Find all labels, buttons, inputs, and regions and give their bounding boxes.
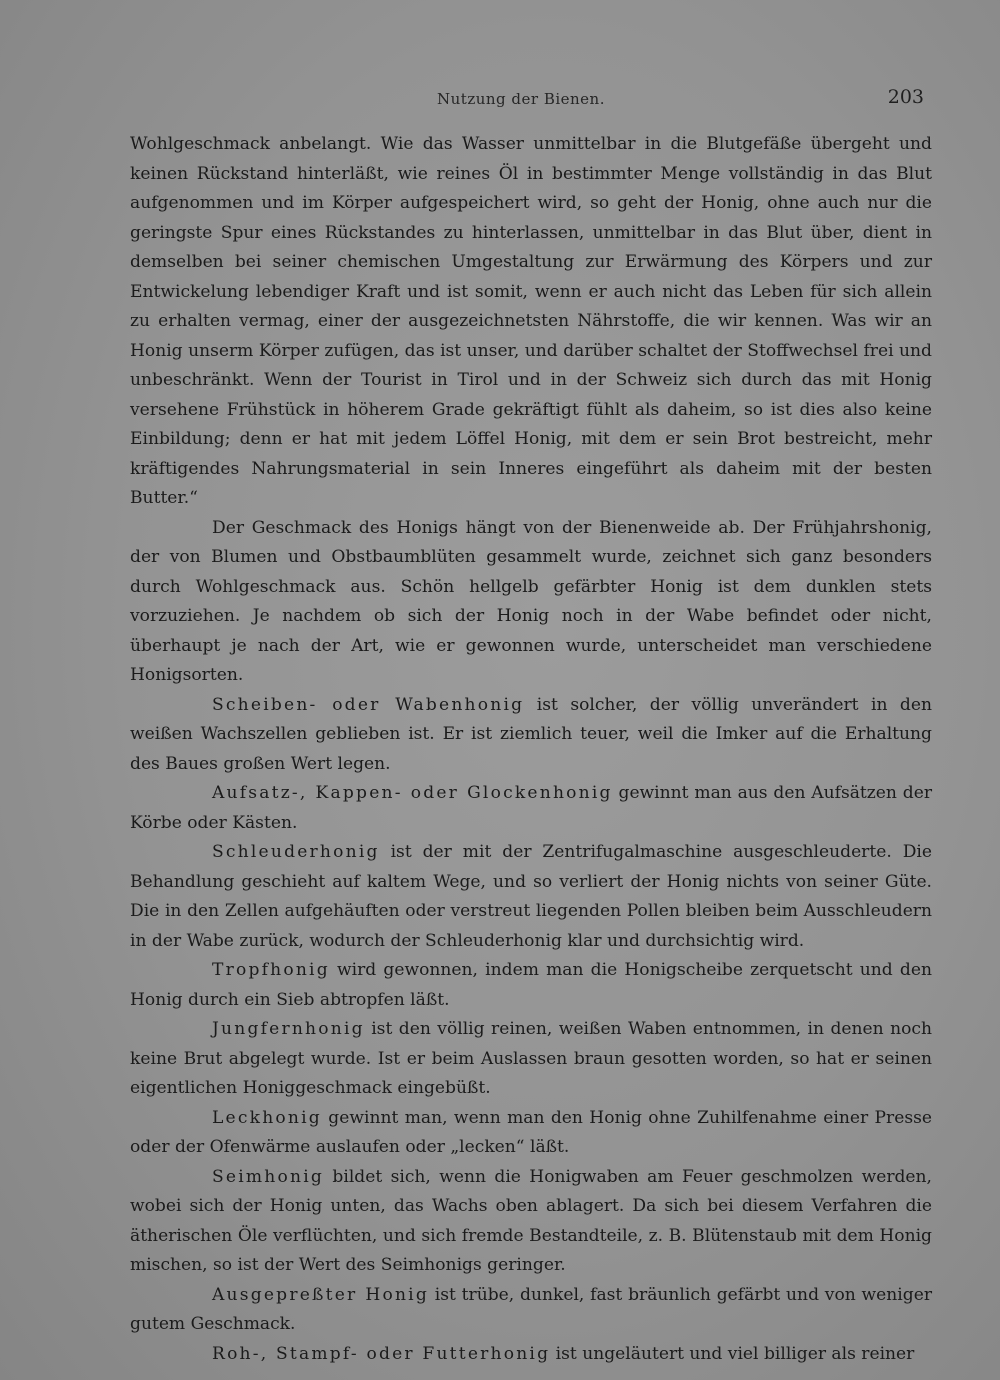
paragraph-lead: Seimhonig: [212, 1166, 325, 1187]
paragraph: [130, 779, 932, 838]
paragraph: [130, 1015, 932, 1104]
paragraph-text: ist trübe, dunkel, fast bräunlich gefärbt und von weniger gutem Geschmack.: [130, 1284, 932, 1334]
paragraph-lead: Aufsatz-, Kappen- oder Glockenhonig: [212, 783, 613, 803]
paragraph: [130, 130, 932, 514]
paragraph-text: ist den völlig reinen, weißen Waben entnommen, in denen noch keine Brut abgelegt wurde. Ist er beim Auslassen braun gesotten worden, so hat er seinen eigentlichen Honiggeschmack eingebüßt.: [130, 1019, 932, 1098]
paragraph-lead: Schleuderhonig: [212, 842, 380, 862]
paragraph-lead: Jungfernhonig: [212, 1019, 365, 1039]
paragraph-lead: Roh-, Stampf- oder Futterhonig: [212, 1343, 551, 1364]
paragraph: [130, 1104, 932, 1163]
paragraph-text: gewinnt man aus den Aufsätzen der Körbe oder Kästen.: [130, 783, 932, 833]
paragraph-text: bildet sich, wenn die Honigwaben am Feuer geschmolzen werden, wobei sich der Honig unten, das Wachs oben ablagert. Da sich bei diesem Verfahren die ätherischen Öle verflüchten, und sich fremde Bestandteile, z. B. Blütenstaub mit dem Honig mischen, so ist der Wert des Seimhonigs geringer.: [130, 1166, 932, 1275]
page-header: [118, 86, 924, 116]
paragraph-text: ist solcher, der völlig unverändert in den weißen Wachszellen geblieben ist. Er ist ziemlich teuer, weil die Imker auf die Erhaltung des Baues großen Wert legen.: [130, 694, 932, 774]
paragraph-text: ist ungeläutert und viel billiger als reiner: [550, 1343, 915, 1364]
paragraph-text: gewinnt man, wenn man den Honig ohne Zuhilfenahme einer Presse oder der Ofenwärme auslaufen oder „lecken“ läßt.: [130, 1107, 932, 1157]
paragraph-text: Wohlgeschmack anbelangt. Wie das Wasser unmittelbar in die Blutgefäße übergeht und keinen Rückstand hinterläßt, wie reines Öl in bestimmter Menge vollständig in das Blut aufgenommen und im Körper aufgespeichert wird, so geht der Honig, ohne auch nur die geringste Spur eines Rückstandes zu hinterlassen, unmittelbar in das Blut über, dient in demselben bei seiner chemischen Umgestaltung zur Erwärmung des Körpers und zur Entwickelung lebendiger Kraft und ist somit, wenn er auch nicht das Leben für sich allein zu erhalten vermag, einer der ausgezeichnetsten Nährstoffe, die wir kennen. Was wir an Honig unserm Körper zufügen, das ist unser, und darüber schaltet der Stoffwechsel frei und unbeschränkt. Wenn der Tourist in Tirol und in der Schweiz sich durch das mit Honig versehene Frühstück in höherem Grade gekräftigt fühlt als daheim, so ist dies also keine Einbildung; denn er hat mit jedem Löffel Honig, mit dem er sein Brot bestreicht, mehr kräftigendes Nahrungsmaterial in sein Inneres eingeführt als daheim mit der besten Butter.“: [130, 134, 932, 508]
paragraph-text: Der Geschmack des Honigs hängt von der Bienenweide ab. Der Frühjahrshonig, der von Blumen und Obstbaumblüten gesammelt wurde, zeichnet sich ganz besonders durch Wohlgeschmack aus. Schön hellgelb gefärbter Honig ist dem dunklen stets vorzuziehen. Je nachdem ob sich der Honig noch in der Wabe befindet oder nicht, überhaupt je nach der Art, wie er gewonnen wurde, unterscheidet man verschiedene Honigsorten.: [130, 517, 932, 685]
paragraph: [130, 514, 932, 691]
paragraph-lead: Ausgepreßter Honig: [212, 1284, 429, 1305]
paragraph: [130, 838, 932, 956]
paragraph-lead: Leckhonig: [212, 1107, 322, 1128]
paragraph: [130, 956, 932, 1015]
paragraph-lead: Tropfhonig: [212, 960, 330, 980]
paragraph: [130, 1340, 932, 1370]
running-title: Nutzung der Bienen.: [437, 90, 605, 108]
paragraph: [130, 691, 932, 780]
paragraph-text: wird gewonnen, indem man die Honigscheibe zerquetscht und den Honig durch ein Sieb abtropfen läßt.: [130, 960, 932, 1010]
page-number: 203: [887, 86, 924, 108]
body-text: [130, 130, 932, 1369]
paragraph: [130, 1281, 932, 1340]
paragraph: [130, 1163, 932, 1281]
paragraph-lead: Scheiben- oder Wabenhonig: [212, 694, 525, 715]
paragraph-text: ist der mit der Zentrifugalmaschine ausgeschleuderte. Die Behandlung geschieht auf kaltem Wege, und so verliert der Honig nichts von seiner Güte. Die in den Zellen aufgehäuften oder verstreut liegenden Pollen bleiben beim Ausschleudern in der Wabe zurück, wodurch der Schleuderhonig klar und durchsichtig wird.: [130, 842, 932, 951]
